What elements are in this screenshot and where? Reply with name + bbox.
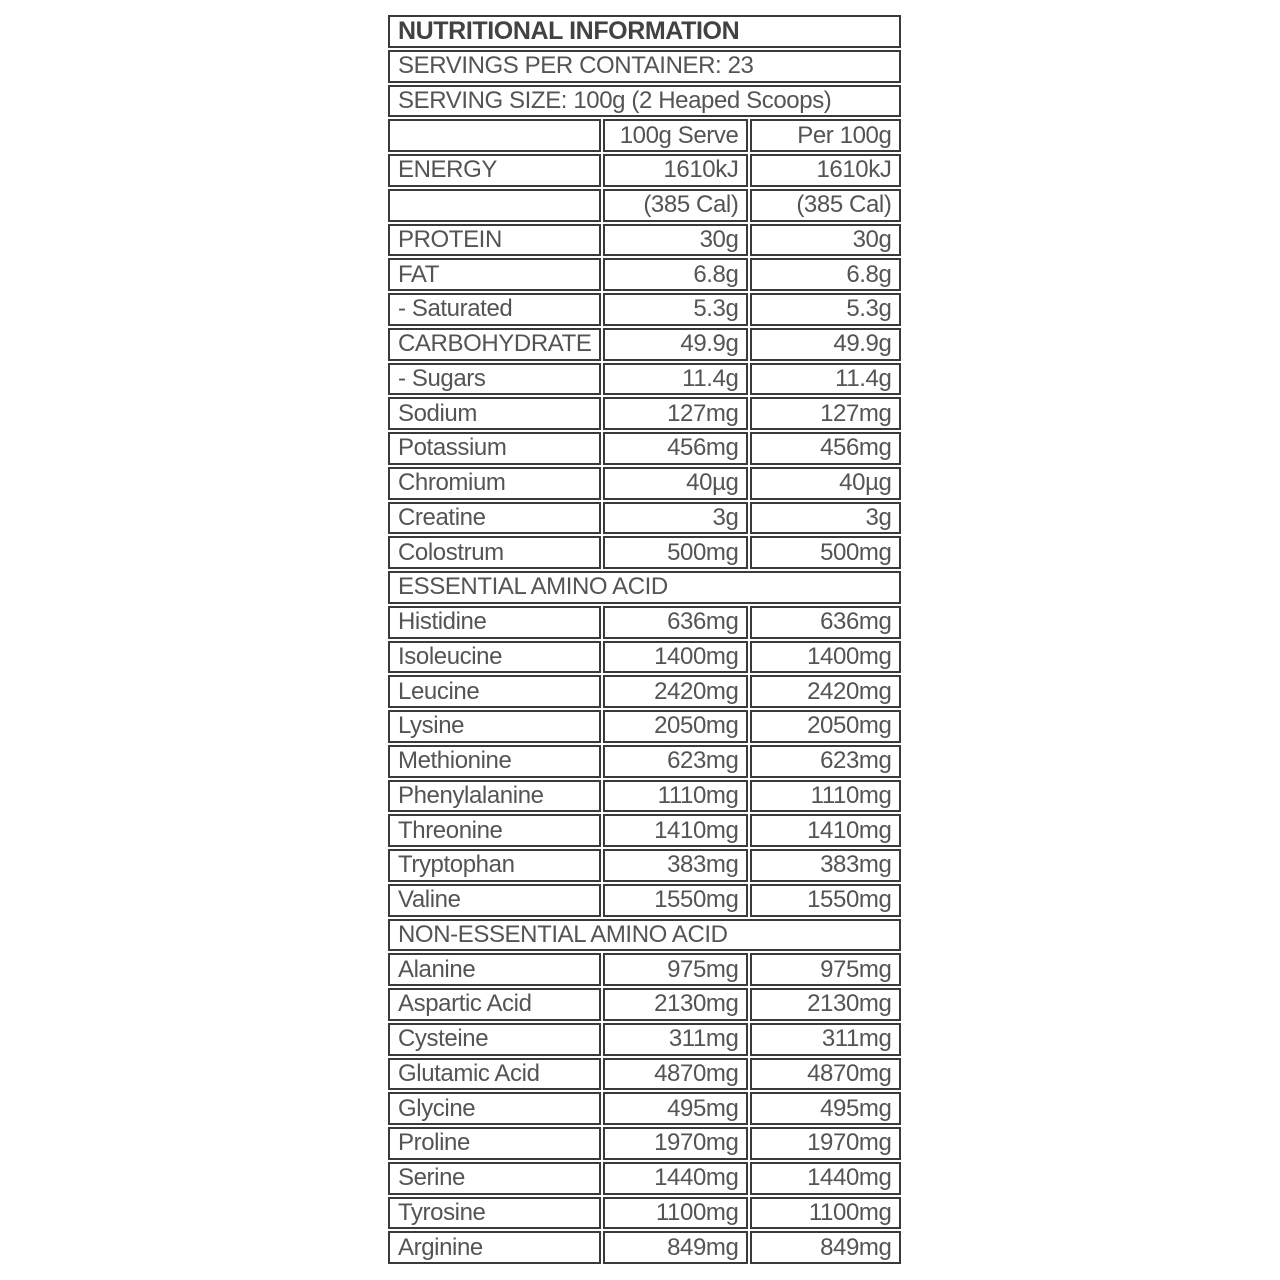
nutrition-table <box>386 13 903 1266</box>
nutrient-label: PROTEIN <box>388 224 601 257</box>
nutrient-label: Arginine <box>388 1231 601 1264</box>
nutrient-label: Threonine <box>388 814 601 847</box>
nutrient-label: Methionine <box>388 745 601 778</box>
nutrient-label: Alanine <box>388 953 601 986</box>
header-spacer-cell <box>388 119 601 152</box>
serve-value: 4870mg <box>603 1058 748 1091</box>
per-100g-value: 636mg <box>750 606 901 639</box>
serve-value: 1110mg <box>603 780 748 813</box>
per-100g-value: 495mg <box>750 1092 901 1125</box>
table-row <box>388 849 901 882</box>
table-row <box>388 953 901 986</box>
per-100g-value: 1610kJ <box>750 154 901 187</box>
serve-value: 849mg <box>603 1231 748 1264</box>
nutrient-label: Valine <box>388 884 601 917</box>
nutrient-label: Tyrosine <box>388 1197 601 1230</box>
table-row <box>388 397 901 430</box>
nutrient-label: - Saturated <box>388 293 601 326</box>
per-100g-value: 1100mg <box>750 1197 901 1230</box>
per-100g-value: 127mg <box>750 397 901 430</box>
per-100g-value: 623mg <box>750 745 901 778</box>
per-100g-value: 1400mg <box>750 641 901 674</box>
table-row <box>388 571 901 604</box>
serve-value: 2130mg <box>603 988 748 1021</box>
per-100g-value: 1110mg <box>750 780 901 813</box>
nutrient-label: Glutamic Acid <box>388 1058 601 1091</box>
serve-value: 49.9g <box>603 328 748 361</box>
table-row <box>388 258 901 291</box>
nutrient-label: Glycine <box>388 1092 601 1125</box>
per-100g-value: 2050mg <box>750 710 901 743</box>
table-row <box>388 745 901 778</box>
nutrient-label: Chromium <box>388 467 601 500</box>
nutrient-label: Lysine <box>388 710 601 743</box>
per-100g-value: 2420mg <box>750 675 901 708</box>
nutrient-label: Cysteine <box>388 1023 601 1056</box>
serve-value: 1410mg <box>603 814 748 847</box>
per-100g-value: 1550mg <box>750 884 901 917</box>
serve-value: 2050mg <box>603 710 748 743</box>
table-row <box>388 15 901 48</box>
table-subheading: SERVINGS PER CONTAINER: 23 <box>388 50 901 83</box>
serve-value: 1440mg <box>603 1162 748 1195</box>
nutrient-label: Leucine <box>388 675 601 708</box>
table-row <box>388 710 901 743</box>
table-row <box>388 1162 901 1195</box>
serve-value: 500mg <box>603 536 748 569</box>
table-row <box>388 780 901 813</box>
serve-value: 3g <box>603 502 748 535</box>
serve-value: 5.3g <box>603 293 748 326</box>
table-row <box>388 1023 901 1056</box>
table-row <box>388 363 901 396</box>
serve-value: 30g <box>603 224 748 257</box>
nutrient-label: Aspartic Acid <box>388 988 601 1021</box>
section-heading: NON-ESSENTIAL AMINO ACID <box>388 919 901 952</box>
table-row <box>388 467 901 500</box>
per-100g-value: 49.9g <box>750 328 901 361</box>
table-row <box>388 1197 901 1230</box>
nutrient-label: Proline <box>388 1127 601 1160</box>
table-row <box>388 154 901 187</box>
table-row <box>388 606 901 639</box>
column-header-serve: 100g Serve <box>603 119 748 152</box>
per-100g-value: 1440mg <box>750 1162 901 1195</box>
nutrition-table-body <box>388 15 901 1264</box>
serve-value: 2420mg <box>603 675 748 708</box>
serve-value: 40µg <box>603 467 748 500</box>
serve-value: 456mg <box>603 432 748 465</box>
table-row <box>388 1231 901 1264</box>
table-row <box>388 1127 901 1160</box>
table-subheading: SERVING SIZE: 100g (2 Heaped Scoops) <box>388 85 901 118</box>
table-row <box>388 502 901 535</box>
per-100g-value: 3g <box>750 502 901 535</box>
table-row <box>388 1058 901 1091</box>
per-100g-value: 4870mg <box>750 1058 901 1091</box>
nutrient-label: Serine <box>388 1162 601 1195</box>
table-row <box>388 432 901 465</box>
table-row <box>388 675 901 708</box>
nutrient-label: Colostrum <box>388 536 601 569</box>
nutrient-label: Histidine <box>388 606 601 639</box>
per-100g-value: 849mg <box>750 1231 901 1264</box>
per-100g-value: 2130mg <box>750 988 901 1021</box>
per-100g-value: 1410mg <box>750 814 901 847</box>
serve-value: 1970mg <box>603 1127 748 1160</box>
serve-value: 623mg <box>603 745 748 778</box>
table-row <box>388 988 901 1021</box>
table-title: NUTRITIONAL INFORMATION <box>388 15 901 48</box>
nutrient-label: Potassium <box>388 432 601 465</box>
serve-value: 11.4g <box>603 363 748 396</box>
nutrient-label: Phenylalanine <box>388 780 601 813</box>
nutrient-label: Isoleucine <box>388 641 601 674</box>
column-header-per100g: Per 100g <box>750 119 901 152</box>
table-row <box>388 85 901 118</box>
nutrient-label <box>388 189 601 222</box>
per-100g-value: 6.8g <box>750 258 901 291</box>
table-row <box>388 884 901 917</box>
table-row <box>388 641 901 674</box>
nutrient-label: FAT <box>388 258 601 291</box>
nutrient-label: - Sugars <box>388 363 601 396</box>
table-row <box>388 224 901 257</box>
nutrient-label: Creatine <box>388 502 601 535</box>
serve-value: 6.8g <box>603 258 748 291</box>
table-row <box>388 328 901 361</box>
serve-value: 495mg <box>603 1092 748 1125</box>
per-100g-value: (385 Cal) <box>750 189 901 222</box>
per-100g-value: 11.4g <box>750 363 901 396</box>
table-row <box>388 919 901 952</box>
per-100g-value: 40µg <box>750 467 901 500</box>
table-row <box>388 814 901 847</box>
serve-value: 1610kJ <box>603 154 748 187</box>
per-100g-value: 5.3g <box>750 293 901 326</box>
table-row <box>388 1092 901 1125</box>
nutrient-label: Tryptophan <box>388 849 601 882</box>
nutrient-label: CARBOHYDRATE <box>388 328 601 361</box>
table-row <box>388 189 901 222</box>
table-row <box>388 50 901 83</box>
per-100g-value: 456mg <box>750 432 901 465</box>
table-row <box>388 119 901 152</box>
serve-value: (385 Cal) <box>603 189 748 222</box>
serve-value: 383mg <box>603 849 748 882</box>
table-row <box>388 293 901 326</box>
per-100g-value: 383mg <box>750 849 901 882</box>
serve-value: 975mg <box>603 953 748 986</box>
per-100g-value: 500mg <box>750 536 901 569</box>
serve-value: 1100mg <box>603 1197 748 1230</box>
per-100g-value: 30g <box>750 224 901 257</box>
serve-value: 636mg <box>603 606 748 639</box>
section-heading: ESSENTIAL AMINO ACID <box>388 571 901 604</box>
per-100g-value: 975mg <box>750 953 901 986</box>
nutrient-label: Sodium <box>388 397 601 430</box>
nutrient-label: ENERGY <box>388 154 601 187</box>
per-100g-value: 1970mg <box>750 1127 901 1160</box>
serve-value: 127mg <box>603 397 748 430</box>
per-100g-value: 311mg <box>750 1023 901 1056</box>
serve-value: 1550mg <box>603 884 748 917</box>
serve-value: 311mg <box>603 1023 748 1056</box>
serve-value: 1400mg <box>603 641 748 674</box>
table-row <box>388 536 901 569</box>
